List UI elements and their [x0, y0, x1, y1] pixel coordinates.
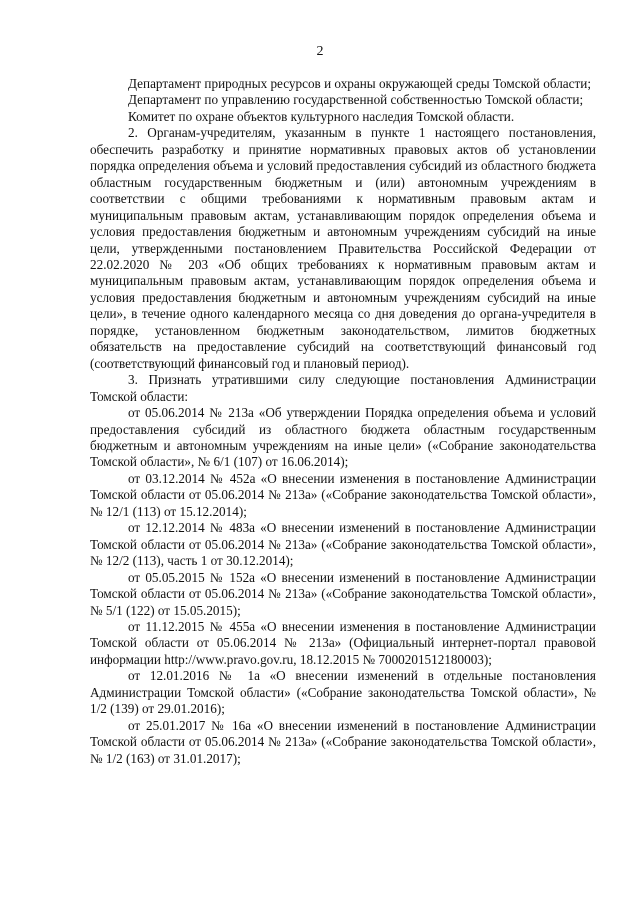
paragraph-committee-cultural-heritage: Комитет по охране объектов культурного наследия Томской области.	[128, 108, 515, 124]
paragraph-resolution-152a: от 05.05.2015 № 152а «О внесении изменений в постановление Администрации Томской области от 05.06.2014 № 213а» («Собрание законодательства Томской области», № 5/1 (122) от 15.05.2015);	[90, 569, 596, 618]
paragraph-dept-state-property: Департамент по управлению государственной собственностью Томской области;	[128, 92, 584, 108]
page-number: 2	[316, 44, 324, 59]
paragraph-resolution-1a: от 12.01.2016 № 1а «О внесении изменений в отдельные постановления Администрации Томской области» («Собрание законодательства Томской области», № 1/2 (139) от 29.01.2016);	[90, 668, 596, 717]
paragraph-resolution-16a: от 25.01.2017 № 16а «О внесении изменений в постановление Администрации Томской области от 05.06.2014 № 213а» («Собрание законодательства Томской области», № 1/2 (163) от 31.01.2017);	[90, 717, 596, 766]
paragraph-resolution-452a: от 03.12.2014 № 452а «О внесении изменения в постановление Администрации Томской области от 05.06.2014 № 213а» («Собрание законодательства Томской области», № 12/1 (113) от 15.12.2014);	[90, 470, 596, 519]
paragraph-resolution-213a: от 05.06.2014 № 213а «Об утверждении Порядка определения объема и условий предоставления субсидий из областного бюджета областным государственным бюджетным и автономным учреждениям на иные цели» («Собрание законодательства Томской области», № 6/1 (107) от 16.06.2014);	[90, 405, 596, 470]
document-body	[90, 76, 596, 767]
paragraph-item-3: 3. Признать утратившими силу следующие постановления Администрации Томской области:	[90, 372, 596, 404]
paragraph-resolution-483a: от 12.12.2014 № 483а «О внесении изменений в постановление Администрации Томской области от 05.06.2014 № 213а» («Собрание законодательства Томской области», № 12/2 (113), часть 1 от 30.12.2014);	[90, 520, 596, 569]
paragraph-item-2: 2. Органам-учредителям, указанным в пункте 1 настоящего постановления, обеспечить разработку и принятие нормативных правовых актов об установлении порядка определения объема и условий предоставления субсидий из областного бюджета областным государственным бюджетным и (или) автономным учреждениям в соответствии с общими требованиями к нормативным правовым актам и муниципальным правовым актам, устанавливающим порядок определения объема и условия предоставления бюджетным и автономным учреждениям субсидий на иные цели, утвержденными постановлением Правительства Российской Федерации от 22.02.2020 № 203 «Об общих требованиях к нормативным правовым актам и муниципальным правовым актам, устанавливающим порядок определения объема и условия предоставления бюджетным и автономным учреждениям субсидий на иные цели», в течение одного календарного месяца со дня доведения до органа-учредителя в порядке, установленном бюджетным законодательством, лимитов бюджетных обязательств на предоставление субсидий на соответствующий финансовый год (соответствующий финансовый год и плановый период).	[90, 125, 596, 371]
paragraph-dept-natural-resources: Департамент природных ресурсов и охраны окружающей среды Томской области;	[128, 76, 592, 91]
paragraph-resolution-455a: от 11.12.2015 № 455а «О внесении изменения в постановление Администрации Томской области от 05.06.2014 № 213а» (Официальный интернет-портал правовой информации http://www.pravo.gov.ru, 18.12.2015 № 7000201512180003);	[90, 618, 596, 667]
